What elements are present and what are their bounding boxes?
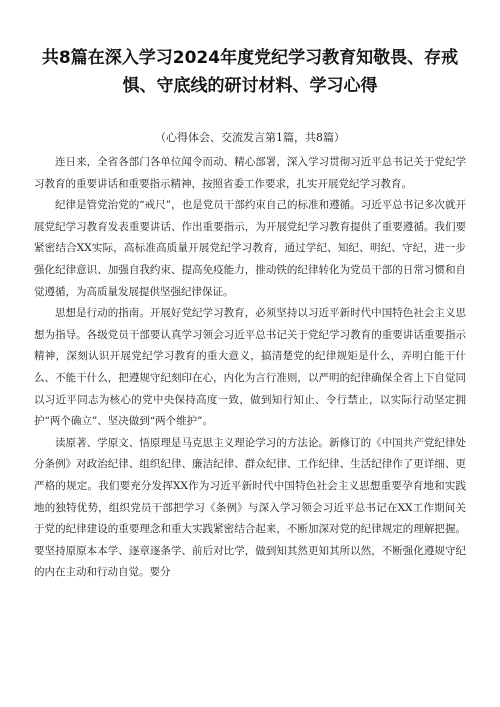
document-body [34,152,466,584]
paragraph-1: 连日来，全省各部门各单位闻令而动、精心部署，深入学习贯彻习近平总书记关于党纪学习教育的重要讲话和重要指示精神，按照省委工作要求，扎实开展党纪学习教育。 [34,156,466,190]
paragraph-3: 思想是行动的指南。开展好党纪学习教育，必须坚持以习近平新时代中国特色社会主义思想为指导。各级党员干部要认真学习领会习近平总书记关于党纪学习教育的重要讲话重要指示精神，深刻认识开展党纪学习教育的重大意义，搞清楚党的纪律规矩是什么，弄明白能干什么、不能干什么，把遵规守纪刻印在心，内化为言行准则，以严明的纪律确保全省上下自觉同以习近平同志为核心的党中央保持高度一致，做到知行知止、令行禁止，以实际行动坚定拥护“两个确立”、坚决做到“两个维护”。 [34,307,466,428]
document-subtitle: （心得体会、交流发言第1篇，共8篇） [155,131,345,144]
paragraph-4: 读原著、学原文、悟原理是马克思主义理论学习的方法论。新修订的《中国共产党纪律处分条例》对政治纪律、组织纪律、廉洁纪律、群众纪律、工作纪律、生活纪律作了更详细、更严格的规定。我们要充分发挥XX作为习近平新时代中国特色社会主义思想重要孕育地和实践地的独特优势，组织党员干部把学习《条例》与深入学习领会习近平总书记在XX工作期间关于党的纪律建设的重要理念和重大实践紧密结合起来，不断加深对党的纪律规定的理解把握。要坚持原原本本学、逐章逐条学、前后对比学，做到知其然更知其所以然，不断强化遵规守纪的内在主动和行动自觉。要分 [34,436,466,579]
document-title: 共8篇在深入学习2024年度党纪学习教育知敬畏、存戒惧、守底线的研讨材料、学习心得 [41,48,459,96]
paragraph-2: 纪律是管党治党的“戒尺”，也是党员干部约束自己的标准和遵循。习近平总书记多次就开展党纪学习教育发表重要讲话、作出重要指示，为开展党纪学习教育提供了重要遵循。我们要紧密结合XX实际，高标准高质量开展党纪学习教育，通过学纪、知纪、明纪、守纪，进一步强化纪律意识、加强自我约束、提高免疫能力，推动铁的纪律转化为党员干部的日常习惯和自觉遵循，为高质量发展提供坚强纪律保证。 [34,199,466,298]
